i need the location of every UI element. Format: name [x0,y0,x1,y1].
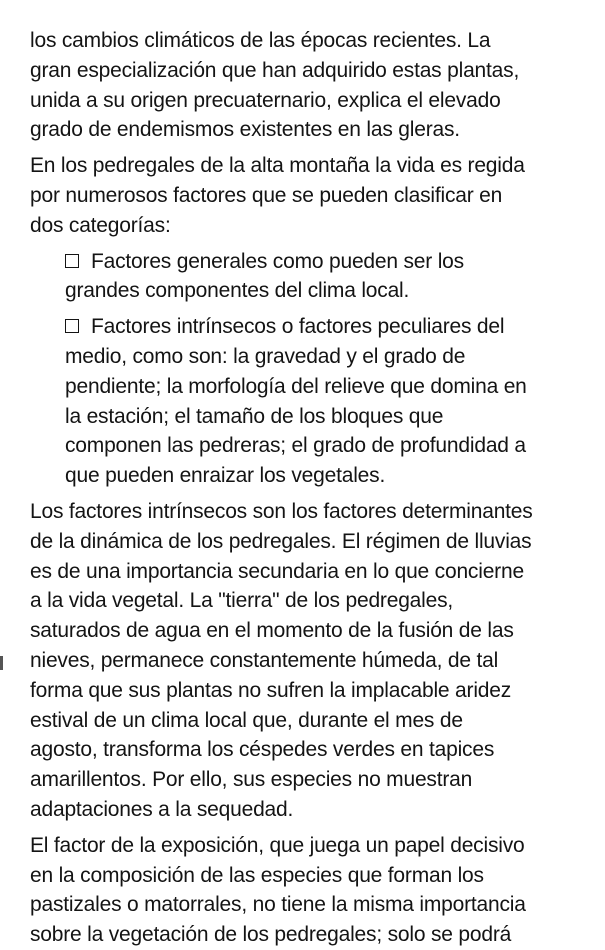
text-line [30,312,602,342]
checkbox-bullet-icon [65,319,79,333]
text-line [30,497,602,527]
line-text: grado de endemismos existentes en las gleras. [30,118,460,142]
line-text: Factores generales como pueden ser los [91,249,464,273]
line-text: pastizales o matorrales, no tiene la misma importancia [30,893,526,917]
line-text: a la vida vegetal. La "tierra" de los pedregales, [30,589,454,613]
bullet-item [30,247,602,307]
text-line [30,861,602,891]
line-text: adaptaciones a la sequedad. [30,797,294,821]
text-line [30,247,602,277]
text-line [30,211,602,241]
line-text: los cambios climáticos de las épocas recientes. La [30,29,491,52]
text-line [30,402,602,432]
line-text: nieves, permanece constantemente húmeda, de tal [30,648,499,672]
body-text [30,26,602,950]
line-text: por numerosos factores que se pueden clasificar en [30,183,503,207]
scan-edge-mark [0,656,3,670]
text-line [30,181,602,211]
line-text: en la composición de las especies que forman los [30,863,484,887]
line-text: la estación; el tamaño de los bloques que [65,404,444,428]
text-line [30,616,602,646]
text-line [30,646,602,676]
text-line [30,342,602,372]
text-line [30,372,602,402]
line-text: amarillentos. Por ello, sus especies no muestran [30,768,473,792]
line-text: El factor de la exposición, que juega un papel decisivo [30,833,525,857]
text-line [30,431,602,461]
line-text: estival de un clima local que, durante el mes de [30,708,463,732]
paragraph [30,151,602,240]
paragraph [30,497,602,825]
line-text: medio, como son: la gravedad y el grado de [65,344,466,368]
text-line [30,86,602,116]
line-text: que pueden enraizar los vegetales. [65,464,386,488]
line-text: gran especialización que han adquirido estas plantas, [30,58,520,82]
text-line [30,461,602,491]
bullet-item [30,312,602,491]
text-line [30,56,602,86]
paragraph [30,831,602,950]
text-line [30,151,602,181]
text-line [30,920,602,950]
text-line [30,890,602,920]
text-line [30,557,602,587]
text-line [30,831,602,861]
text-line [30,276,602,306]
line-text: En los pedregales de la alta montaña la vida es regida [30,154,525,178]
text-line [30,26,602,56]
line-text: de la dinámica de los pedregales. El régimen de lluvias [30,529,532,553]
text-line [30,795,602,825]
line-text: Los factores intrínsecos son los factores determinantes [30,499,533,523]
text-line [30,706,602,736]
text-line [30,735,602,765]
line-text: Factores intrínsecos o factores peculiares del [91,315,505,339]
line-text: sobre la vegetación de los pedregales; solo se podrá [30,923,512,947]
text-line [30,115,602,145]
line-text: grandes componentes del clima local. [65,279,410,303]
line-text: forma que sus plantas no sufren la implacable aridez [30,678,512,702]
line-text: saturados de agua en el momento de la fusión de las [30,619,514,643]
line-text: agosto, transforma los céspedes verdes en tapices [30,738,495,762]
line-text: dos categorías: [30,213,171,237]
line-text: pendiente; la morfología del relieve que domina en [65,374,527,398]
line-text: componen las pedreras; el grado de profundidad a [65,434,526,458]
line-text: unida a su origen precuaternario, explica el elevado [30,88,501,112]
line-text: es de una importancia secundaria en lo que concierne [30,559,524,583]
text-line [30,527,602,557]
text-line [30,765,602,795]
text-line [30,586,602,616]
paragraph [30,26,602,145]
checkbox-bullet-icon [65,254,79,268]
text-line [30,676,602,706]
